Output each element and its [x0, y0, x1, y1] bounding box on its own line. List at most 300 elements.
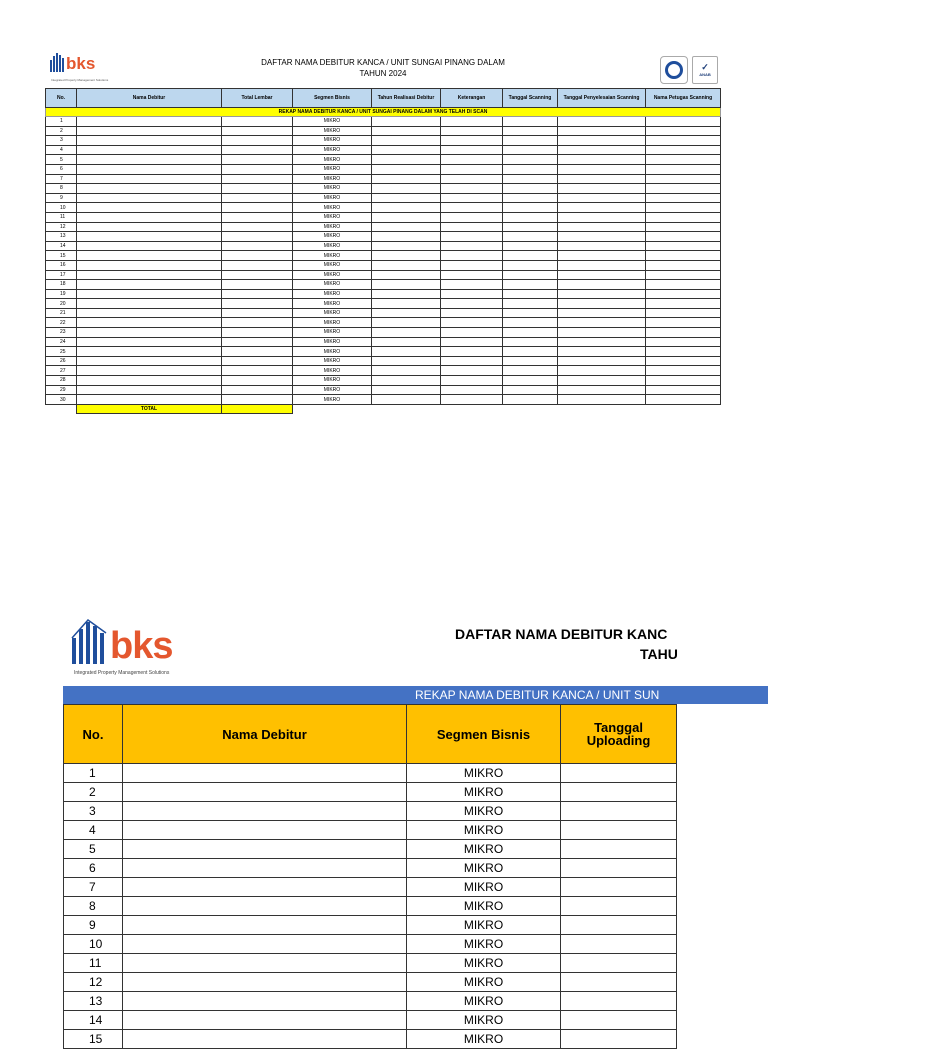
data-cell[interactable] [441, 299, 503, 309]
data-cell[interactable] [561, 973, 677, 992]
data-cell[interactable] [441, 145, 503, 155]
data-cell[interactable] [503, 174, 558, 184]
segment-cell[interactable]: MIKRO [293, 366, 372, 376]
data-cell[interactable] [558, 366, 646, 376]
data-cell[interactable] [503, 366, 558, 376]
data-cell[interactable] [646, 184, 721, 194]
data-cell[interactable] [372, 260, 441, 270]
segment-cell[interactable]: MIKRO [293, 318, 372, 328]
data-cell[interactable] [441, 328, 503, 338]
data-cell[interactable] [558, 395, 646, 405]
data-cell[interactable] [503, 117, 558, 127]
data-cell[interactable] [441, 337, 503, 347]
row-number: 8 [46, 184, 77, 194]
segment-cell[interactable]: MIKRO [407, 897, 561, 916]
data-cell[interactable] [372, 203, 441, 213]
data-cell[interactable] [441, 270, 503, 280]
data-cell[interactable] [503, 241, 558, 251]
data-cell[interactable] [646, 145, 721, 155]
table-row [46, 117, 721, 127]
data-cell[interactable] [646, 241, 721, 251]
table-row [64, 802, 677, 821]
data-cell[interactable] [646, 260, 721, 270]
segment-cell[interactable]: MIKRO [293, 299, 372, 309]
table-row [46, 308, 721, 318]
segment-cell[interactable]: MIKRO [407, 1011, 561, 1030]
segment-cell[interactable]: MIKRO [293, 356, 372, 366]
segment-cell[interactable]: MIKRO [293, 260, 372, 270]
data-cell[interactable] [222, 280, 293, 290]
data-cell[interactable] [372, 376, 441, 386]
data-cell[interactable] [372, 366, 441, 376]
data-cell[interactable] [558, 222, 646, 232]
data-cell[interactable] [441, 241, 503, 251]
data-cell[interactable] [561, 992, 677, 1011]
data-cell[interactable] [123, 840, 407, 859]
segment-cell[interactable]: MIKRO [293, 232, 372, 242]
data-cell[interactable] [372, 136, 441, 146]
data-cell[interactable] [372, 212, 441, 222]
data-cell[interactable] [441, 222, 503, 232]
data-cell[interactable] [372, 337, 441, 347]
data-cell[interactable] [372, 270, 441, 280]
data-cell[interactable] [222, 270, 293, 280]
data-cell[interactable] [77, 184, 222, 194]
data-cell[interactable] [503, 385, 558, 395]
data-cell[interactable] [558, 347, 646, 357]
data-cell[interactable] [123, 1030, 407, 1049]
data-cell[interactable] [222, 193, 293, 203]
data-cell[interactable] [558, 126, 646, 136]
data-cell[interactable] [441, 395, 503, 405]
segment-cell[interactable]: MIKRO [293, 155, 372, 165]
data-cell[interactable] [123, 821, 407, 840]
data-cell[interactable] [558, 232, 646, 242]
data-cell[interactable] [77, 395, 222, 405]
data-cell[interactable] [561, 954, 677, 973]
data-cell[interactable] [646, 289, 721, 299]
segment-cell[interactable]: MIKRO [293, 136, 372, 146]
data-cell[interactable] [372, 308, 441, 318]
segment-cell[interactable]: MIKRO [293, 174, 372, 184]
data-cell[interactable] [561, 935, 677, 954]
data-cell[interactable] [372, 222, 441, 232]
data-cell[interactable] [558, 203, 646, 213]
data-cell[interactable] [222, 260, 293, 270]
segment-cell[interactable]: MIKRO [293, 126, 372, 136]
data-cell[interactable] [77, 212, 222, 222]
data-cell[interactable] [558, 193, 646, 203]
data-cell[interactable] [558, 260, 646, 270]
segment-cell[interactable]: MIKRO [293, 145, 372, 155]
data-cell[interactable] [441, 260, 503, 270]
data-cell[interactable] [558, 299, 646, 309]
data-cell[interactable] [441, 385, 503, 395]
data-cell[interactable] [561, 764, 677, 783]
segment-cell[interactable]: MIKRO [293, 241, 372, 251]
segment-cell[interactable]: MIKRO [407, 878, 561, 897]
data-cell[interactable] [222, 366, 293, 376]
data-cell[interactable] [646, 299, 721, 309]
segment-cell[interactable]: MIKRO [293, 164, 372, 174]
data-cell[interactable] [77, 289, 222, 299]
data-cell[interactable] [77, 260, 222, 270]
data-cell[interactable] [77, 222, 222, 232]
data-cell[interactable] [77, 145, 222, 155]
data-cell[interactable] [77, 366, 222, 376]
data-cell[interactable] [222, 376, 293, 386]
data-cell[interactable] [646, 328, 721, 338]
data-cell[interactable] [441, 164, 503, 174]
data-cell[interactable] [222, 299, 293, 309]
data-cell[interactable] [558, 251, 646, 261]
data-cell[interactable] [503, 356, 558, 366]
data-cell[interactable] [561, 878, 677, 897]
data-cell[interactable] [561, 1030, 677, 1049]
segment-cell[interactable]: MIKRO [293, 251, 372, 261]
data-cell[interactable] [372, 164, 441, 174]
data-cell[interactable] [503, 347, 558, 357]
data-cell[interactable] [561, 802, 677, 821]
data-cell[interactable] [646, 251, 721, 261]
table-row [46, 184, 721, 194]
data-cell[interactable] [503, 212, 558, 222]
data-cell[interactable] [646, 347, 721, 357]
data-cell[interactable] [503, 280, 558, 290]
data-cell[interactable] [558, 318, 646, 328]
segment-cell[interactable]: MIKRO [293, 395, 372, 405]
data-cell[interactable] [503, 270, 558, 280]
segment-cell[interactable]: MIKRO [293, 328, 372, 338]
data-cell[interactable] [222, 328, 293, 338]
data-cell[interactable] [558, 212, 646, 222]
data-cell[interactable] [561, 1011, 677, 1030]
data-cell[interactable] [123, 1011, 407, 1030]
data-cell[interactable] [372, 347, 441, 357]
data-cell[interactable] [558, 289, 646, 299]
data-cell[interactable] [441, 347, 503, 357]
segment-cell[interactable]: MIKRO [407, 973, 561, 992]
data-cell[interactable] [646, 337, 721, 347]
data-cell[interactable] [558, 184, 646, 194]
data-cell[interactable] [646, 174, 721, 184]
row-number: 7 [46, 174, 77, 184]
data-cell[interactable] [77, 126, 222, 136]
data-cell[interactable] [222, 203, 293, 213]
data-cell[interactable] [222, 356, 293, 366]
data-cell[interactable] [222, 184, 293, 194]
data-cell[interactable] [646, 155, 721, 165]
data-cell[interactable] [441, 356, 503, 366]
data-cell[interactable] [441, 308, 503, 318]
data-cell[interactable] [503, 145, 558, 155]
data-cell[interactable] [503, 328, 558, 338]
data-cell[interactable] [123, 764, 407, 783]
data-cell[interactable] [503, 136, 558, 146]
data-cell[interactable] [222, 174, 293, 184]
segment-cell[interactable]: MIKRO [407, 859, 561, 878]
data-cell[interactable] [561, 840, 677, 859]
data-cell[interactable] [441, 376, 503, 386]
segment-cell[interactable]: MIKRO [407, 992, 561, 1011]
table-row [46, 270, 721, 280]
segment-cell[interactable]: MIKRO [293, 184, 372, 194]
data-cell[interactable] [646, 193, 721, 203]
data-cell[interactable] [646, 308, 721, 318]
segment-cell[interactable]: MIKRO [293, 117, 372, 127]
data-cell[interactable] [222, 251, 293, 261]
data-cell[interactable] [558, 136, 646, 146]
segment-cell[interactable]: MIKRO [407, 821, 561, 840]
data-cell[interactable] [646, 270, 721, 280]
segment-cell[interactable]: MIKRO [293, 308, 372, 318]
data-cell[interactable] [77, 347, 222, 357]
data-cell[interactable] [561, 897, 677, 916]
data-cell[interactable] [558, 117, 646, 127]
data-cell[interactable] [503, 193, 558, 203]
data-cell[interactable] [646, 117, 721, 127]
data-cell[interactable] [222, 164, 293, 174]
data-cell[interactable] [123, 916, 407, 935]
data-cell[interactable] [77, 280, 222, 290]
data-cell[interactable] [222, 308, 293, 318]
data-cell[interactable] [372, 395, 441, 405]
data-cell[interactable] [222, 241, 293, 251]
data-cell[interactable] [646, 318, 721, 328]
data-cell[interactable] [77, 232, 222, 242]
segment-cell[interactable]: MIKRO [293, 193, 372, 203]
total-value-cell[interactable] [222, 404, 293, 414]
segment-cell[interactable]: MIKRO [293, 385, 372, 395]
data-cell[interactable] [441, 212, 503, 222]
data-cell[interactable] [441, 155, 503, 165]
data-cell[interactable] [503, 376, 558, 386]
segment-cell[interactable]: MIKRO [293, 203, 372, 213]
data-cell[interactable] [558, 376, 646, 386]
data-cell[interactable] [503, 395, 558, 405]
segment-cell[interactable]: MIKRO [407, 840, 561, 859]
data-cell[interactable] [558, 385, 646, 395]
data-cell[interactable] [372, 184, 441, 194]
data-cell[interactable] [77, 203, 222, 213]
data-cell[interactable] [646, 126, 721, 136]
row-number: 5 [46, 155, 77, 165]
data-cell[interactable] [372, 145, 441, 155]
data-cell[interactable] [558, 270, 646, 280]
data-cell[interactable] [646, 376, 721, 386]
data-cell[interactable] [503, 155, 558, 165]
data-cell[interactable] [372, 318, 441, 328]
data-cell[interactable] [558, 337, 646, 347]
table-row [46, 212, 721, 222]
data-cell[interactable] [372, 174, 441, 184]
data-cell[interactable] [558, 174, 646, 184]
data-cell[interactable] [558, 308, 646, 318]
data-cell[interactable] [441, 203, 503, 213]
data-cell[interactable] [222, 347, 293, 357]
data-cell[interactable] [441, 318, 503, 328]
data-cell[interactable] [77, 328, 222, 338]
data-cell[interactable] [123, 878, 407, 897]
data-cell[interactable] [503, 308, 558, 318]
data-cell[interactable] [503, 203, 558, 213]
data-cell[interactable] [646, 203, 721, 213]
data-cell[interactable] [441, 193, 503, 203]
table-row [46, 155, 721, 165]
data-cell[interactable] [77, 299, 222, 309]
data-cell[interactable] [372, 328, 441, 338]
data-cell[interactable] [222, 117, 293, 127]
data-cell[interactable] [77, 241, 222, 251]
data-cell[interactable] [503, 222, 558, 232]
segment-cell[interactable]: MIKRO [407, 1030, 561, 1049]
data-cell[interactable] [372, 280, 441, 290]
data-cell[interactable] [222, 337, 293, 347]
data-cell[interactable] [123, 897, 407, 916]
data-cell[interactable] [77, 337, 222, 347]
data-cell[interactable] [77, 270, 222, 280]
data-cell[interactable] [503, 318, 558, 328]
total-row [46, 404, 721, 414]
data-cell[interactable] [222, 385, 293, 395]
data-cell[interactable] [372, 126, 441, 136]
row-number: 25 [46, 347, 77, 357]
data-cell[interactable] [222, 395, 293, 405]
data-cell[interactable] [372, 289, 441, 299]
row-number: 17 [46, 270, 77, 280]
data-cell[interactable] [123, 992, 407, 1011]
data-cell[interactable] [372, 356, 441, 366]
data-cell[interactable] [372, 232, 441, 242]
data-cell[interactable] [561, 859, 677, 878]
data-cell[interactable] [441, 126, 503, 136]
data-cell[interactable] [222, 289, 293, 299]
segment-cell[interactable]: MIKRO [407, 954, 561, 973]
data-cell[interactable] [561, 916, 677, 935]
data-cell[interactable] [561, 783, 677, 802]
segment-cell[interactable]: MIKRO [293, 280, 372, 290]
data-cell[interactable] [646, 212, 721, 222]
data-cell[interactable] [646, 395, 721, 405]
data-cell[interactable] [123, 973, 407, 992]
segment-cell[interactable]: MIKRO [293, 347, 372, 357]
data-cell[interactable] [372, 385, 441, 395]
data-cell[interactable] [123, 783, 407, 802]
data-cell[interactable] [372, 117, 441, 127]
data-cell[interactable] [646, 232, 721, 242]
data-cell[interactable] [77, 164, 222, 174]
data-cell[interactable] [503, 337, 558, 347]
data-cell[interactable] [503, 164, 558, 174]
data-cell[interactable] [503, 126, 558, 136]
segment-cell[interactable]: MIKRO [407, 802, 561, 821]
data-cell[interactable] [646, 385, 721, 395]
data-cell[interactable] [441, 289, 503, 299]
segment-cell[interactable]: MIKRO [293, 376, 372, 386]
data-cell[interactable] [77, 117, 222, 127]
segment-cell[interactable]: MIKRO [293, 289, 372, 299]
data-cell[interactable] [123, 859, 407, 878]
data-cell[interactable] [646, 164, 721, 174]
data-cell[interactable] [441, 280, 503, 290]
data-cell[interactable] [222, 155, 293, 165]
data-cell[interactable] [372, 155, 441, 165]
data-cell[interactable] [222, 136, 293, 146]
data-cell[interactable] [77, 251, 222, 261]
segment-cell[interactable]: MIKRO [293, 222, 372, 232]
data-cell[interactable] [561, 821, 677, 840]
data-cell[interactable] [558, 280, 646, 290]
data-cell[interactable] [441, 174, 503, 184]
data-cell[interactable] [558, 164, 646, 174]
data-cell[interactable] [441, 117, 503, 127]
data-cell[interactable] [77, 193, 222, 203]
data-cell[interactable] [503, 289, 558, 299]
data-cell[interactable] [77, 318, 222, 328]
data-cell[interactable] [646, 280, 721, 290]
data-cell[interactable] [441, 232, 503, 242]
data-cell[interactable] [441, 251, 503, 261]
segment-cell[interactable]: MIKRO [407, 783, 561, 802]
data-cell[interactable] [503, 299, 558, 309]
data-cell[interactable] [372, 193, 441, 203]
data-cell[interactable] [441, 136, 503, 146]
data-cell[interactable] [372, 251, 441, 261]
data-cell[interactable] [222, 318, 293, 328]
data-cell[interactable] [646, 366, 721, 376]
data-cell[interactable] [646, 222, 721, 232]
data-cell[interactable] [77, 376, 222, 386]
data-cell[interactable] [123, 802, 407, 821]
segment-cell[interactable]: MIKRO [293, 270, 372, 280]
data-cell[interactable] [372, 241, 441, 251]
data-cell[interactable] [77, 174, 222, 184]
data-cell[interactable] [558, 241, 646, 251]
data-cell[interactable] [558, 328, 646, 338]
data-cell[interactable] [558, 155, 646, 165]
segment-cell[interactable]: MIKRO [407, 764, 561, 783]
data-cell[interactable] [441, 184, 503, 194]
data-cell[interactable] [222, 126, 293, 136]
segment-cell[interactable]: MIKRO [407, 935, 561, 954]
data-cell[interactable] [646, 356, 721, 366]
data-cell[interactable] [123, 954, 407, 973]
row-number: 1 [64, 764, 123, 783]
data-cell[interactable] [558, 145, 646, 155]
data-cell[interactable] [646, 136, 721, 146]
data-cell[interactable] [222, 212, 293, 222]
data-cell[interactable] [222, 145, 293, 155]
data-cell[interactable] [558, 356, 646, 366]
data-cell[interactable] [503, 184, 558, 194]
data-cell[interactable] [77, 136, 222, 146]
data-cell[interactable] [372, 299, 441, 309]
data-cell[interactable] [77, 385, 222, 395]
data-cell[interactable] [503, 260, 558, 270]
data-cell[interactable] [222, 222, 293, 232]
data-cell[interactable] [77, 308, 222, 318]
data-cell[interactable] [77, 356, 222, 366]
segment-cell[interactable]: MIKRO [293, 212, 372, 222]
data-cell[interactable] [222, 232, 293, 242]
data-cell[interactable] [441, 366, 503, 376]
data-cell[interactable] [503, 232, 558, 242]
data-cell[interactable] [123, 935, 407, 954]
data-cell[interactable] [77, 155, 222, 165]
segment-cell[interactable]: MIKRO [293, 337, 372, 347]
data-cell[interactable] [503, 251, 558, 261]
segment-cell[interactable]: MIKRO [407, 916, 561, 935]
